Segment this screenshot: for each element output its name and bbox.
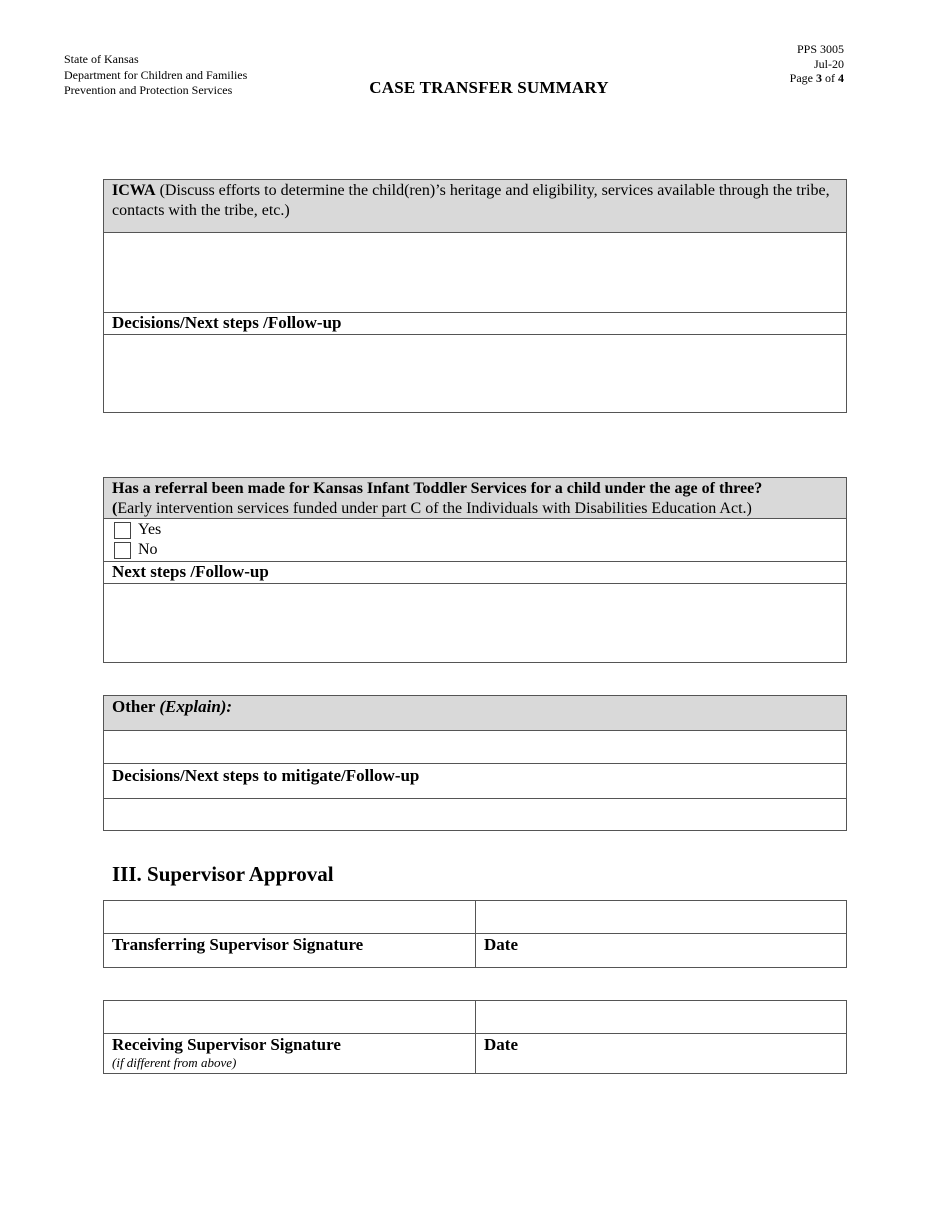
transferring-signature-field[interactable]: [104, 901, 476, 933]
receiving-signature-label-cell: [104, 1034, 476, 1073]
yes-label: Yes: [138, 521, 162, 538]
receiving-label-row: [104, 1034, 846, 1073]
note-open-paren: (: [112, 500, 118, 517]
receiving-signature-label: Receiving Supervisor Signature: [112, 1035, 341, 1054]
infant-toddler-options: [104, 519, 846, 562]
agency-line-department: Department for Children and Families: [64, 67, 248, 82]
infant-toddler-next-steps-field[interactable]: [104, 584, 846, 662]
transferring-input-row: [104, 901, 846, 934]
receiving-signature-field[interactable]: [104, 1001, 476, 1033]
agency-line-division: Prevention and Protection Services: [64, 83, 233, 97]
page-current: 3: [816, 71, 822, 85]
icwa-header: [104, 180, 846, 233]
icwa-label: ICWA: [112, 182, 156, 199]
other-response-field[interactable]: [104, 731, 846, 764]
other-label-explain: (Explain):: [159, 697, 233, 716]
page-prefix: Page: [789, 71, 816, 85]
no-label: No: [138, 541, 158, 558]
infant-toddler-note: Early intervention services funded under part C of the Individuals with Disabilities Education Act.): [117, 500, 752, 517]
transferring-supervisor-table: [103, 900, 847, 968]
option-no[interactable]: [112, 540, 838, 560]
supervisor-approval-heading: III. Supervisor Approval: [112, 862, 334, 886]
icwa-next-steps-label: Decisions/Next steps /Follow-up: [104, 313, 846, 335]
no-checkbox[interactable]: [114, 542, 131, 559]
agency-line-state: State of Kansas: [64, 52, 139, 66]
infant-toddler-section: [103, 477, 847, 663]
other-header: [104, 696, 846, 731]
infant-toddler-next-steps-label: Next steps /Follow-up: [104, 562, 846, 584]
transferring-date-label: Date: [484, 935, 518, 954]
page-of: of: [822, 71, 838, 85]
icwa-next-steps-field[interactable]: [104, 335, 846, 412]
transferring-date-field[interactable]: [476, 901, 846, 933]
page-title: CASE TRANSFER SUMMARY: [369, 78, 609, 97]
receiving-date-field[interactable]: [476, 1001, 846, 1033]
transferring-label-row: [104, 934, 846, 967]
infant-toddler-note-line: [112, 499, 838, 519]
other-label: Other: [112, 697, 160, 716]
receiving-date-label: Date: [484, 1035, 518, 1054]
receiving-signature-note: (if different from above): [112, 1055, 237, 1070]
icwa-response-field[interactable]: [104, 233, 846, 313]
page-total: 4: [838, 71, 844, 85]
form-number: PPS 3005: [796, 42, 844, 56]
yes-checkbox[interactable]: [114, 522, 131, 539]
receiving-supervisor-table: [103, 1000, 847, 1074]
other-next-steps-label: Decisions/Next steps to mitigate/Follow-up: [104, 764, 846, 799]
option-yes[interactable]: [112, 520, 838, 540]
form-date: Jul-20: [814, 56, 844, 71]
receiving-input-row: [104, 1001, 846, 1034]
infant-toddler-question: Has a referral been made for Kansas Infant Toddler Services for a child under the age of three?: [112, 480, 763, 497]
infant-toddler-header: [104, 478, 846, 519]
icwa-section: [103, 179, 847, 413]
icwa-description: (Discuss efforts to determine the child(ren)’s heritage and eligibility, services available through the tribe, contacts with the tribe, etc.): [112, 182, 830, 219]
other-section: [103, 695, 847, 831]
transferring-signature-label: Transferring Supervisor Signature: [104, 934, 476, 967]
other-next-steps-field[interactable]: [104, 799, 846, 831]
